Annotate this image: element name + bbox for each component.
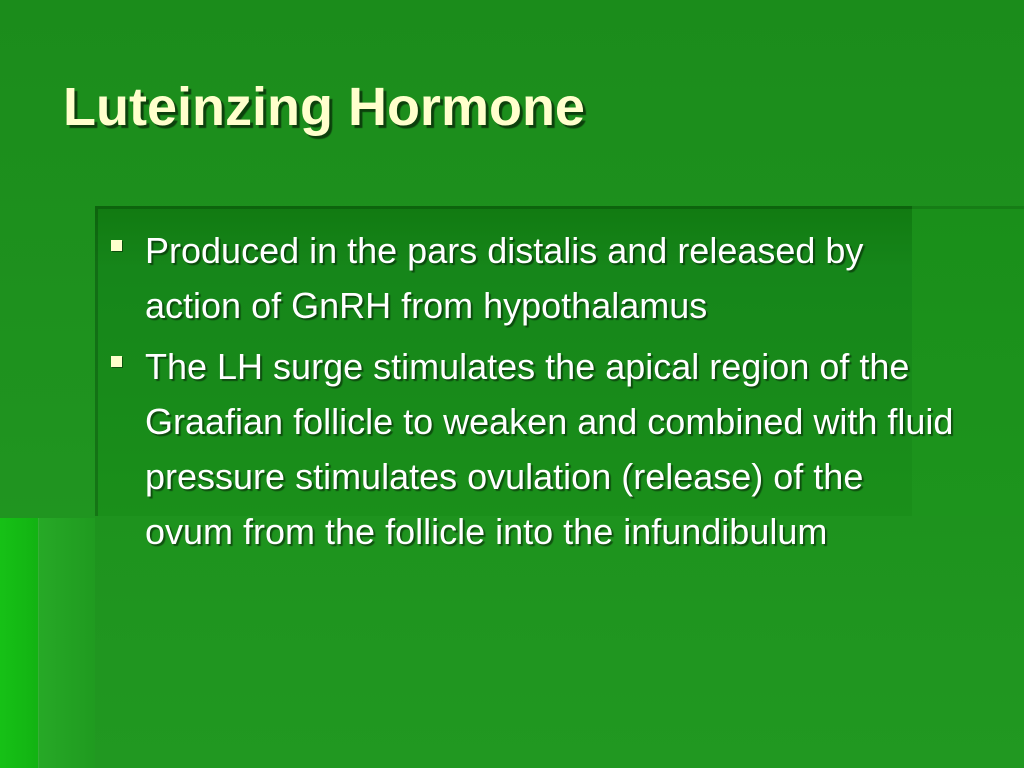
slide-title: Luteinzing Hormone [63,77,585,137]
bullet-item [100,223,960,333]
background-panel-left [0,518,40,768]
bullet-text: Produced in the pars distalis and released by action of GnRH from hypothalamus [145,230,864,326]
square-bullet-icon [111,356,122,367]
background-panel-mid-left [38,518,98,768]
bullet-text: The LH surge stimulates the apical region of the Graafian follicle to weaken and combined with fluid pressure stimulates ovulation (release) of the ovum from the follicle into the infundibulum [145,346,954,552]
square-bullet-icon [111,240,122,251]
bullet-list [100,223,960,565]
bullet-item [100,339,960,559]
